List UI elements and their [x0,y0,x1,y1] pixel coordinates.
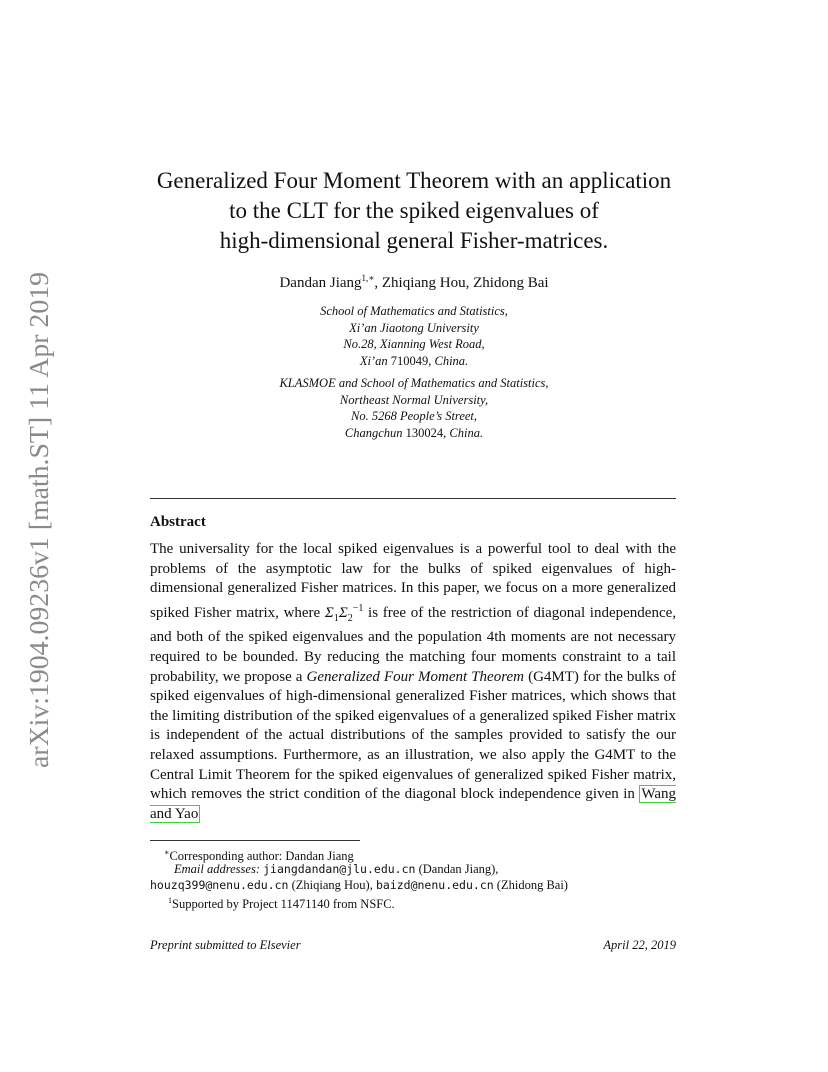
affiliation-2 [110,375,718,441]
citation-link[interactable]: Wang and Yao [150,786,677,822]
abstract-body [150,540,676,824]
affiliation-city: Xi’an [359,353,388,368]
arxiv-id: arXiv:1904.09236v1 [math.ST] 11 Apr 2019 [24,286,54,768]
affiliation-line [110,353,718,370]
affiliation-country: China. [449,425,484,440]
affiliation-line: No.28, Xianning West Road, [343,337,485,351]
footnote-emails [150,861,700,878]
email-owner: (Dandan Jiang), [418,862,499,876]
footnote-mark: ∗ [164,848,170,857]
abstract-heading: Abstract [150,514,206,530]
affiliation-city: Changchun [344,425,403,440]
arxiv-stamp [14,272,58,768]
footnote-text: Corresponding author: Dandan Jiang [169,849,354,864]
footnote-text: Supported by Project 11471140 from NSFC. [172,897,395,912]
email-link[interactable]: jiangdandan@jlu.edu.cn [263,862,416,876]
footnote-mark: 1 [168,896,172,905]
abstract-divider [150,498,676,499]
footnote-support [150,893,694,913]
email-link[interactable]: baizd@nenu.edu.cn [375,878,494,892]
email-label: Email addresses: [174,862,260,876]
title-line-2: to the CLT for the spiked eigenvalues of [229,198,599,223]
affiliation-line: No. 5268 People’s Street, [350,409,478,423]
footnote-emails-cont [150,877,676,894]
affiliation-line: Northeast Normal University, [339,392,489,407]
affiliation-line: KLASMOE and School of Mathematics and Statistics, [279,376,549,390]
author-list [110,273,718,292]
author-names-rest: , Zhiqiang Hou, Zhidong Bai [374,275,549,291]
affiliation-line: Xi’an Jiaotong University [349,320,479,335]
affiliation-country: China. [434,353,469,368]
email-link[interactable]: houzq399@nenu.edu.cn [150,878,289,892]
title-line-1: Generalized Four Moment Theorem with an application [156,168,672,193]
email-owner: (Zhidong Bai) [496,878,568,892]
author-marks[interactable]: 1,∗ [361,273,375,283]
email-owner: (Zhiqiang Hou), [291,878,373,892]
affiliation-postcode: 710049, [390,353,432,368]
preprint-note: Preprint submitted to Elsevier [150,938,301,952]
abstract-text-3: (G4MT) for the bulks of spiked eigenvalues of high-dimensional generalized Fisher matrices, which shows that the limiting distribution of the spiked eigenvalues of a generalized spiked Fisher matrix is independent of the actual distributions of the samples provided to satisfy the our relaxed assumptions. Furthermore, as an illustration, we also apply the G4MT to the Central Limit Theorem for the spiked eigenvalues of generalized spiked Fisher matrix, which removes the strict condition of the diagonal block independence given in [150,668,677,803]
affiliation-postcode: 130024, [405,425,447,440]
author-name: Dandan Jiang [279,275,362,291]
affiliation-line: School of Mathematics and Statistics, [320,304,508,318]
paper-title [110,166,718,256]
footnote-divider [150,840,360,841]
affiliation-line [110,425,718,442]
abstract-text-2: is free of the restriction of diagonal independence, and both of the spiked eigenvalues and the population 4th moments are not necessary required to be bounded. By reducing the matching four moments constraint to a tail probability, we propose a [150,604,677,685]
sigma-ratio-formula: $\Sigma_1\Sigma_2^{-1}$ [324,602,364,624]
abstract-paragraph [150,540,676,824]
g4mt-term: Generalized Four Moment Theorem [306,668,524,685]
preprint-date: April 22, 2019 [603,938,676,952]
title-line-3: high-dimensional general Fisher-matrices. [219,228,609,253]
affiliation-1 [110,303,718,369]
abstract-text-1: The universality for the local spiked eigenvalues is a powerful tool to deal with the problems of the asymptotic law for the bulks of spiked eigenvalues of high-dimensional generalized Fisher matrices. In this paper, we focus on a more generalized spiked Fisher matrix, where [150,541,676,621]
